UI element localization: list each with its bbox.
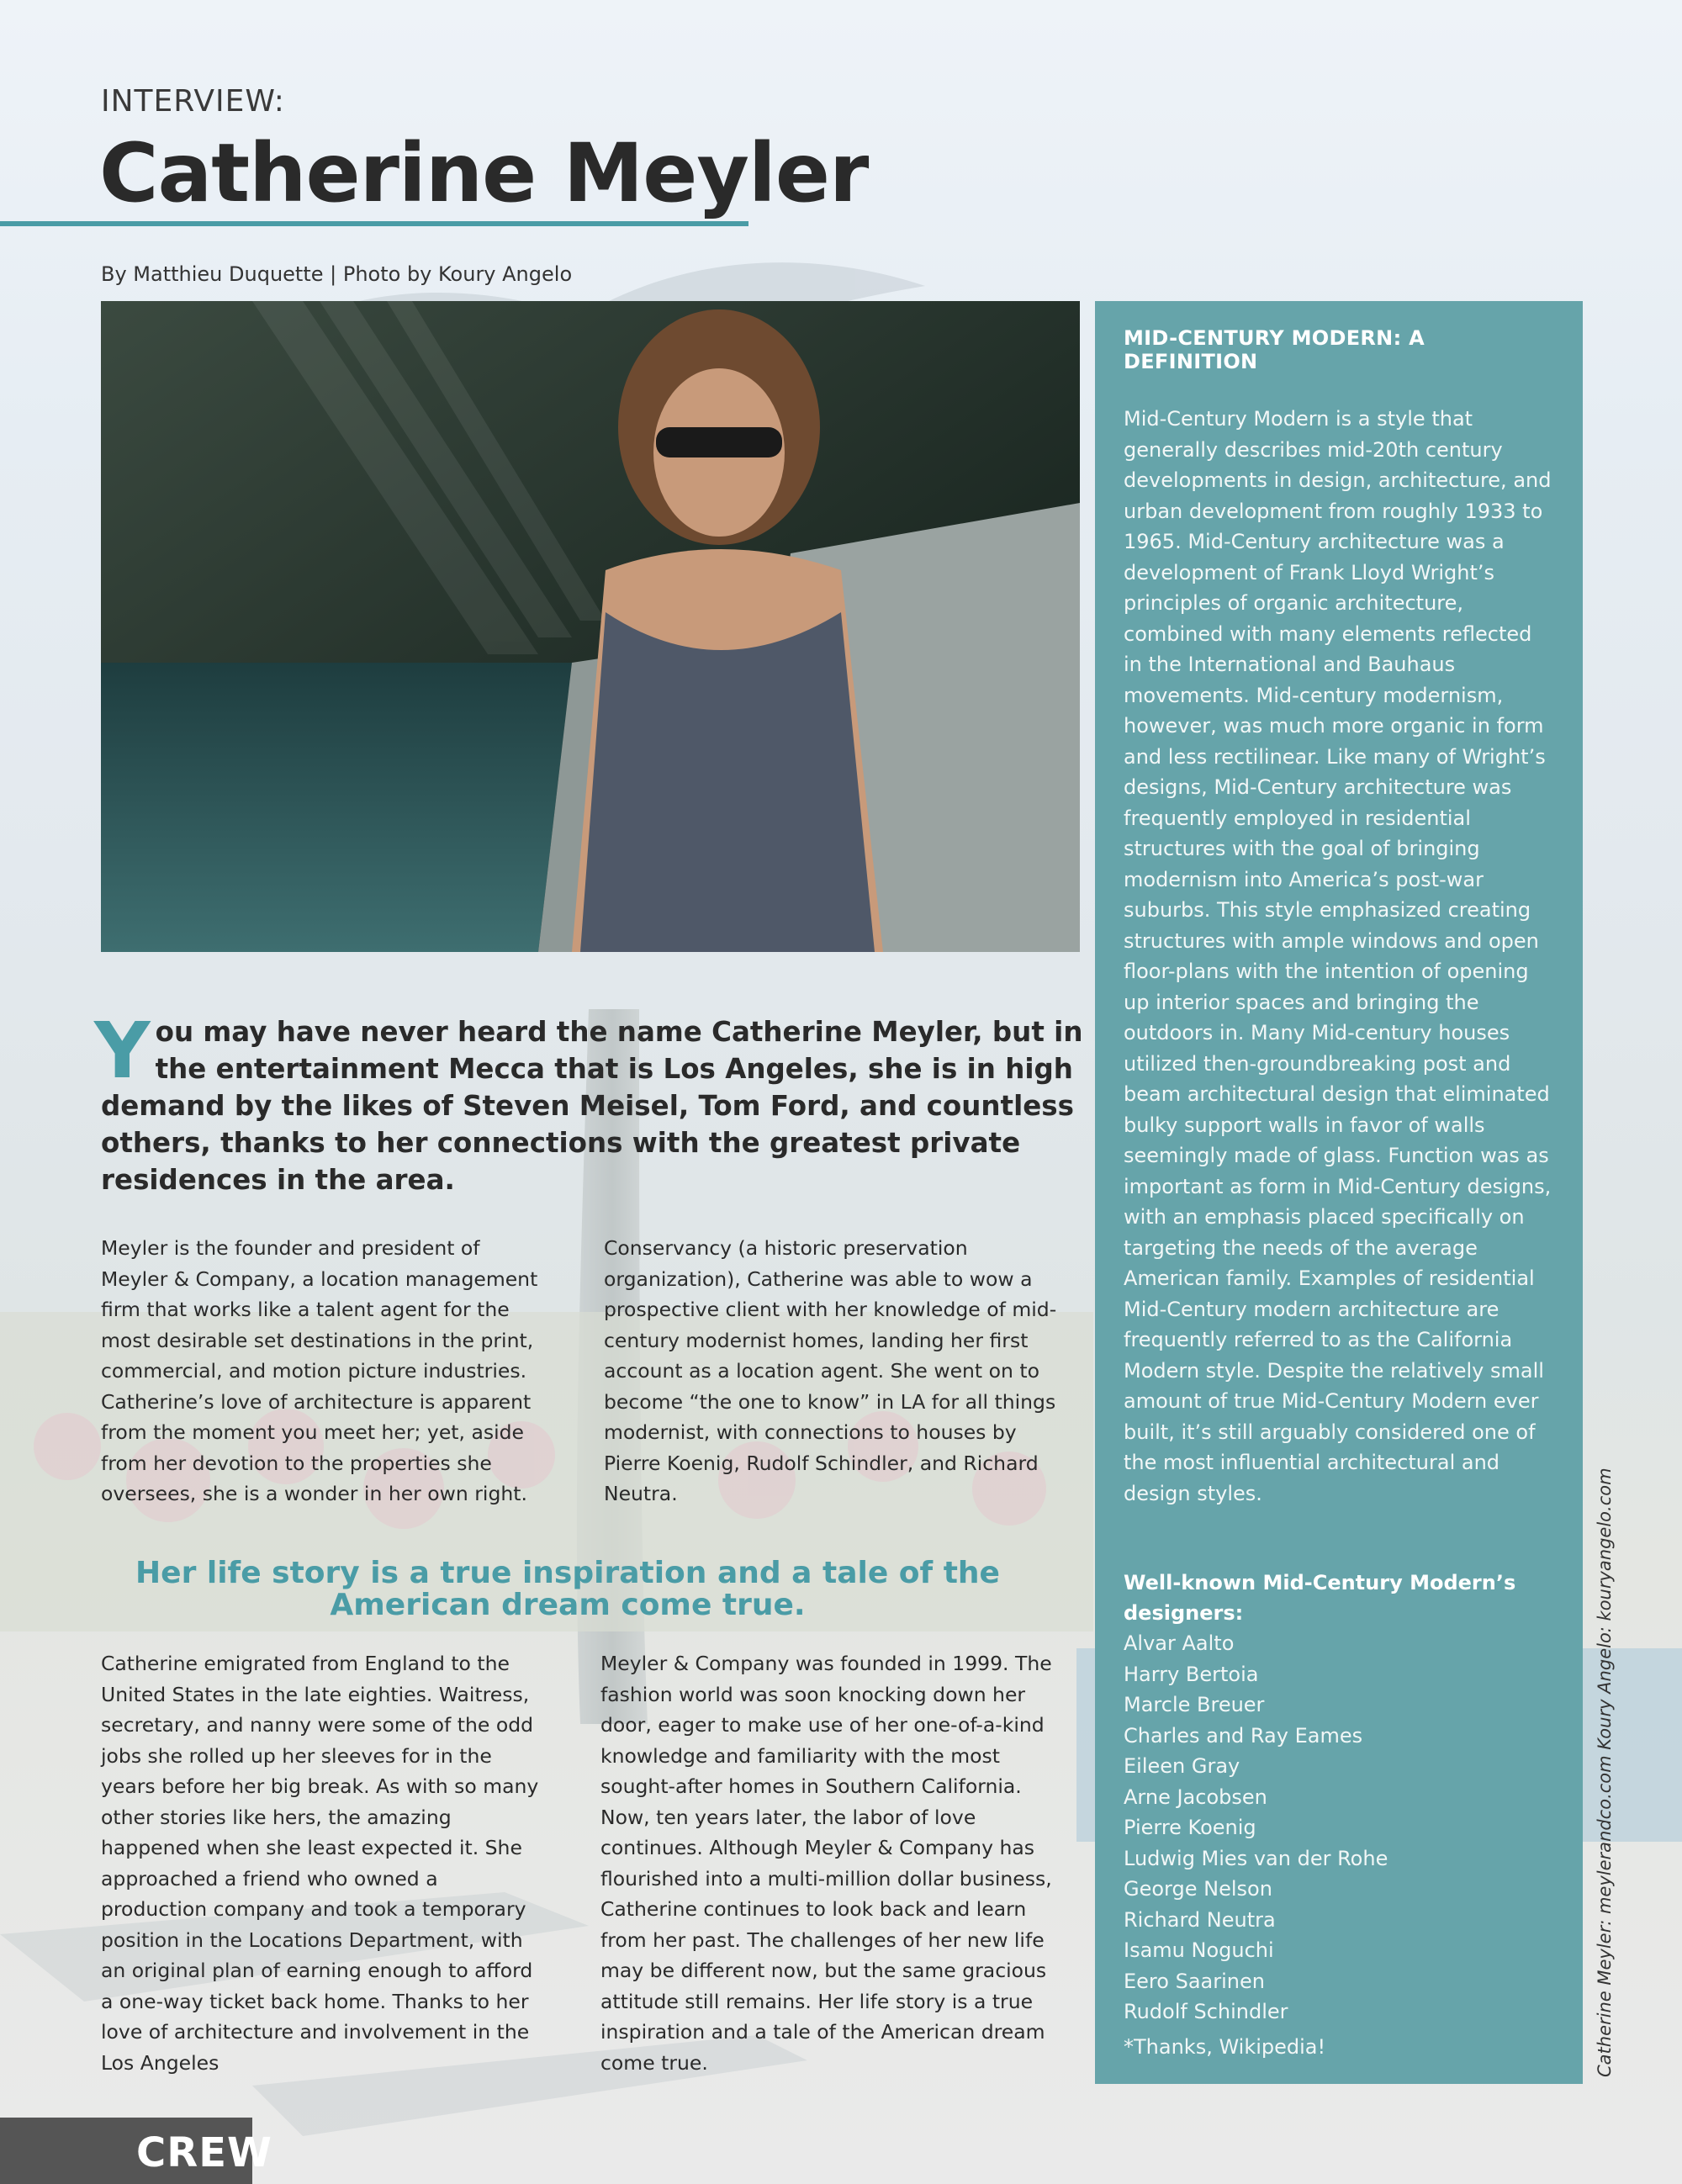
footer-label: CREW (136, 2129, 272, 2176)
body-column-4: Meyler & Company was founded in 1999. The fashion world was soon knocking down her door, eager to make use of her one-of-a-kind knowledge and familiarity with the most sought-after homes in Southern California. Now, ten years later, the labor of love continues. Although Meyler & Company has flourished into a multi-million dollar business, Catherine continues to look back and learn from her past. The challenges of her new life may be different now, but the same gracious attitude still remains. Her life story is a true inspiration and a tale of the American dream come true. (600, 1652, 1052, 2075)
list-item: Arne Jacobsen (1124, 1785, 1267, 1809)
byline: By Matthieu Duquette | Photo by Koury Angelo (101, 262, 573, 286)
body-column-1: Meyler is the founder and president of Meyler & Company, a location management firm that works like a talent agent for the most desirable set destinations in the print, commercial, and motion picture industries. Catherine’s love of architecture is apparent from the moment you meet her; yet, aside from her devotion to the properties she oversees, she is a wonder in her own right. (101, 1236, 538, 1505)
list-item: Charles and Ray Eames (1124, 1723, 1363, 1748)
portrait-photo (101, 301, 1080, 952)
portrait-illustration (101, 301, 1080, 952)
article-title: Catherine Meyler (99, 126, 869, 220)
designers-list (1124, 1628, 1552, 2028)
sidebar-heading: MID-CENTURY MODERN: A DEFINITION (1124, 326, 1425, 373)
list-item: Richard Neutra (1124, 1907, 1276, 1932)
photo-credit: Catherine Meyler: meylerandco.com Koury Angelo: kouryangelo.com (1595, 1467, 1615, 2077)
designers-heading: Well-known Mid-Century Modern’s designers: (1124, 1571, 1516, 1625)
body-column-2: Conservancy (a historic preservation organization), Catherine was able to wow a prospective client with her knowledge of mid-century modernist homes, landing her first account as a location agent. She went on to become “the one to know” in LA for all things modernist, with connections to houses by Pierre Koenig, Rudolf Schindler, and Richard Neutra. (604, 1236, 1057, 1505)
list-item: Marcle Breuer (1124, 1693, 1265, 1716)
footer-tab (0, 2118, 272, 2184)
list-item: Eileen Gray (1124, 1754, 1240, 1778)
sidebar-credit: *Thanks, Wikipedia! (1124, 2035, 1326, 2059)
list-item: Isamu Noguchi (1124, 1938, 1274, 1962)
section-eyebrow: INTERVIEW: (101, 84, 285, 119)
definition-sidebar (1095, 301, 1583, 2084)
sidebar-body: Mid-Century Modern is a style that generally describes mid-20th century developments in design, architecture, and urban development from roughly 1933 to 1965. Mid-Century architecture was a development of Frank Lloyd Wright’s principles of organic architecture, combined with many elements reflected in the International and Bauhaus movements. Mid-century modernism, however, was much more organic in form and less rectilinear. Like many of Wright’s designs, Mid-Century architecture was frequently employed in residential structures with the goal of bringing modernism into America’s post-war suburbs. This style emphasized creating structures with ample windows and open floor-plans with the intention of opening up interior spaces and bringing the outdoors in. Many Mid-century houses utilized then-groundbreaking post and beam architectural design that eliminated bulky support walls in favor of walls seemingly made of glass. Function was as important as form in Mid-Century designs, with an emphasis placed specifically on targeting the needs of the average American family. Examples of residential Mid-Century modern architecture are frequently referred to as the California Modern style. Despite the relatively small amount of true Mid-Century Modern ever built, it’s still arguably considered one of the most influential architectural and design styles. (1124, 407, 1552, 1505)
lead-text: ou may have never heard the name Catherine Meyler, but in the entertainment Mecca that is Los Angeles, she is in high demand by the likes of Steven Meisel, Tom Ford, and countless others, thanks to her connections with the greatest private residences in the area. (101, 1016, 1083, 1196)
list-item: Eero Saarinen (1124, 1969, 1265, 1993)
list-item: Pierre Koenig (1124, 1816, 1256, 1839)
lead-paragraph (94, 1006, 1085, 1198)
list-item: Rudolf Schindler (1124, 2000, 1288, 2023)
drop-cap: Y (94, 1006, 151, 1096)
body-column-3: Catherine emigrated from England to the United States in the late eighties. Waitress, secretary, and nanny were some of the odd jobs she rolled up her sleeves for in the years before her big break. As with so many other stories like hers, the amazing happened when she least expected it. She approached a friend who owned a production company and took a temporary position in the Locations Department, with an original plan of earning enough to afford a one-way ticket back home. Thanks to her love of architecture and involvement in the Los Angeles (101, 1652, 539, 2075)
pull-quote: Her life story is a true inspiration and a tale of the American dream come true. (135, 1556, 1000, 1622)
title-underline (0, 221, 748, 226)
list-item: Alvar Aalto (1124, 1631, 1235, 1655)
list-item: Harry Bertoia (1124, 1662, 1259, 1686)
list-item: Ludwig Mies van der Rohe (1124, 1846, 1388, 1870)
list-item: George Nelson (1124, 1877, 1272, 1901)
